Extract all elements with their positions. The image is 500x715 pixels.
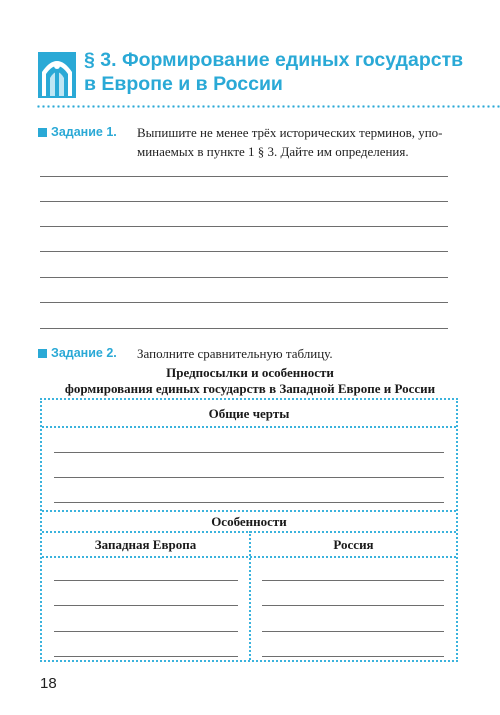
task1-label: [38, 125, 117, 139]
arch-emblem-icon: [38, 52, 76, 98]
features-header: Особенности: [211, 514, 287, 529]
task1-instructions: [137, 123, 467, 161]
common-answer-line-3[interactable]: [54, 502, 444, 503]
russia-answer-line-1[interactable]: [262, 580, 444, 581]
task1-text-line2: минаемых в пункте 1 § 3. Дайте им определения.: [137, 144, 409, 159]
square-bullet-icon: [38, 349, 47, 358]
task2-label-text: Задание 2.: [51, 346, 117, 360]
west-answer-line-4[interactable]: [54, 656, 238, 657]
table-divider: [42, 510, 456, 512]
task1-answer-line-5[interactable]: [40, 277, 448, 278]
task1-text-line1: Выпишите не менее трёх исторических терминов, упо-: [137, 125, 443, 140]
common-answer-line-1[interactable]: [54, 452, 444, 453]
task1-answer-line-1[interactable]: [40, 176, 448, 177]
task1-answer-line-6[interactable]: [40, 302, 448, 303]
russia-answer-line-4[interactable]: [262, 656, 444, 657]
task1-label-text: Задание 1.: [51, 125, 117, 139]
page-number: 18: [40, 675, 57, 692]
section-title-line2: в Европе и в России: [84, 73, 283, 95]
header-divider: [36, 105, 500, 108]
table-divider: [42, 556, 456, 558]
table-divider: [42, 426, 456, 428]
task1-answer-line-3[interactable]: [40, 226, 448, 227]
task1-answer-line-2[interactable]: [40, 201, 448, 202]
common-answer-line-2[interactable]: [54, 477, 444, 478]
task1-answer-line-4[interactable]: [40, 251, 448, 252]
russia-answer-line-3[interactable]: [262, 631, 444, 632]
table-title-line2: формирования единых государств в Западной Европе и России: [64, 381, 436, 396]
section-title: [84, 48, 484, 96]
square-bullet-icon: [38, 128, 47, 137]
table-title-line1: Предпосылки и особенности: [166, 365, 334, 380]
west-answer-line-1[interactable]: [54, 580, 238, 581]
russia-column-header: Россия: [333, 537, 374, 552]
task2-instructions: Заполните сравнительную таблицу.: [137, 346, 333, 361]
task2-label: [38, 346, 117, 360]
west-europe-column-header: Западная Европа: [94, 537, 197, 552]
task1-answer-line-7[interactable]: [40, 328, 448, 329]
russia-answer-line-2[interactable]: [262, 605, 444, 606]
common-features-header: Общие черты: [208, 406, 290, 421]
west-answer-line-3[interactable]: [54, 631, 238, 632]
west-answer-line-2[interactable]: [54, 605, 238, 606]
section-title-line1: § 3. Формирование единых государств: [84, 49, 464, 71]
table-title: [20, 365, 480, 397]
